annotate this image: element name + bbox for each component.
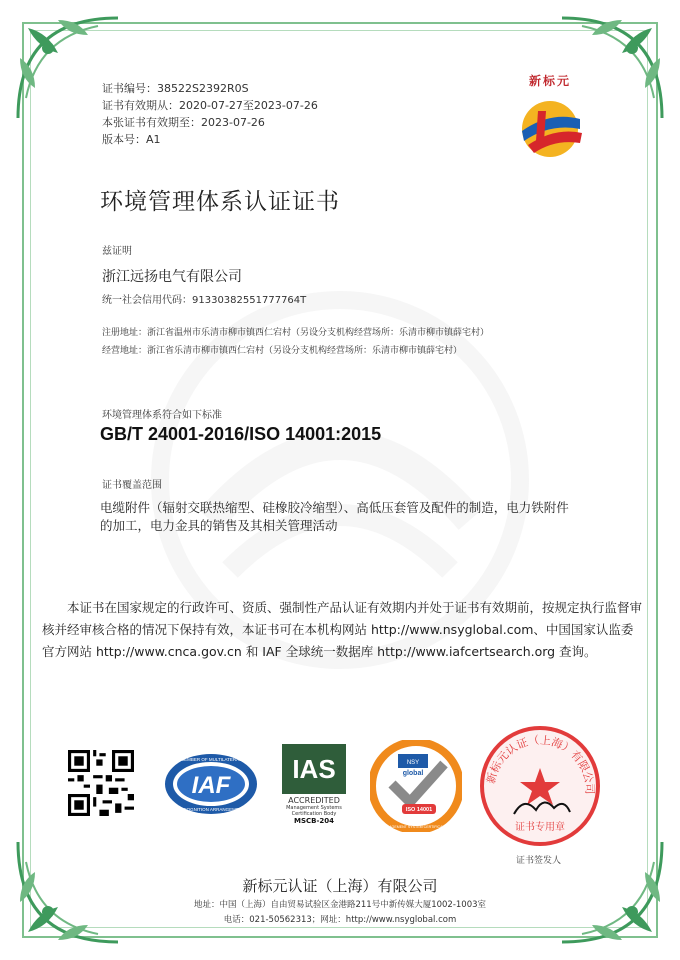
iaf-globe-icon [163, 752, 259, 816]
validity-statement: 本证书在国家规定的行政许可、资质、强制性产品认证有效期内并处于证书有效期前，按规定执行监督审核并经审核合格的情况下保持有效，本证书可在本机构网站 http://www.nsyglobal.com、中国国家认监委官方网站 http://www.cnca.gov.cn 和 IAF 全球统一数据库 http://www.iafcertsearch.org 查询。 [42, 600, 643, 659]
scope-line-2: 的加工，电力金具的销售及其相关管理活动 [100, 518, 338, 533]
iaf-text: IAF [191, 772, 231, 799]
standard-code: GB/T 24001-2016/ISO 14001:2015 [100, 424, 382, 444]
nsy-top: NSY [406, 760, 420, 766]
issuer-name: 新标元认证（上海）有限公司 [242, 877, 438, 895]
version-number: 版本号：A1 [102, 133, 161, 146]
ias-text: IAS [292, 753, 336, 784]
nsy-ring: MANAGEMENT SYSTEM CERTIFICATION [381, 825, 451, 829]
business-address: 经营地址：浙江省乐清市柳市镇西仁宕村（另设分支机构经营场所：乐清市柳市镇薛宅村） [102, 346, 463, 356]
nsy-sub: global [402, 770, 424, 777]
copy-validity: 本张证书有效期至：2023-07-26 [102, 116, 265, 129]
signer-label: 证书签发人 [516, 856, 562, 866]
ias-logo [282, 744, 346, 840]
certificate-meta [102, 80, 318, 148]
company-name: 浙江远扬电气有限公司 [102, 269, 242, 285]
certificate-number: 证书编号：38522S2392R0S [102, 82, 249, 95]
registered-address: 注册地址：浙江省温州市乐清市柳市镇西仁宕村（另设分支机构经营场所：乐清市柳市镇薛宅村） [102, 328, 490, 338]
issuer-contact: 电话：021-50562313；网址：http://www.nsyglobal.com [223, 915, 457, 925]
brand-logo [500, 72, 600, 162]
scope-line-1: 电缆附件（辐射交联热缩型、硅橡胶冷缩型）、高低压套管及配件的制造，电力铁附件 [100, 500, 569, 515]
certify-label: 兹证明 [102, 246, 132, 257]
nsy-badge: ISO 14001 [405, 807, 433, 813]
credit-code: 统一社会信用代码：91330382551777764T [102, 295, 307, 306]
iaf-logo [163, 752, 259, 816]
nsy-iso-badge-icon [370, 740, 462, 832]
ias-line3: Certification Body [291, 811, 337, 817]
ias-accredited: ACCREDITED [288, 796, 340, 805]
ias-box [282, 744, 346, 794]
brand-logo-mark [500, 89, 600, 161]
brand-logo-text: 新标元 [528, 74, 571, 88]
iaf-ring-bottom: RECOGNITION ARRANGEMENT [177, 807, 245, 812]
certificate-validity: 证书有效期从：2020-07-27至2023-07-26 [102, 99, 318, 112]
ias-line2: Management Systems [286, 805, 342, 811]
iaf-ring-top: MEMBER OF MULTILATERAL [180, 757, 242, 762]
scope-text [100, 499, 569, 535]
official-seal [476, 722, 604, 850]
seal-arc-path: 新标元认证（上海）有限公司 [484, 733, 597, 795]
seal-icon [476, 722, 604, 850]
scope-label: 证书覆盖范围 [102, 480, 162, 491]
standard-label: 环境管理体系符合如下标准 [102, 410, 222, 421]
certificate-title: 环境管理体系认证证书 [100, 189, 340, 215]
ias-code: MSCB-204 [294, 817, 334, 825]
qr-code-icon [68, 750, 134, 816]
nsy-iso-logo [370, 740, 462, 832]
seal-bottom-text: 证书专用章 [515, 822, 565, 833]
issuer-address: 地址：中国（上海）自由贸易试验区金港路211号中新传媒大厦1002-1003室 [193, 900, 487, 910]
qr-code [68, 750, 134, 816]
